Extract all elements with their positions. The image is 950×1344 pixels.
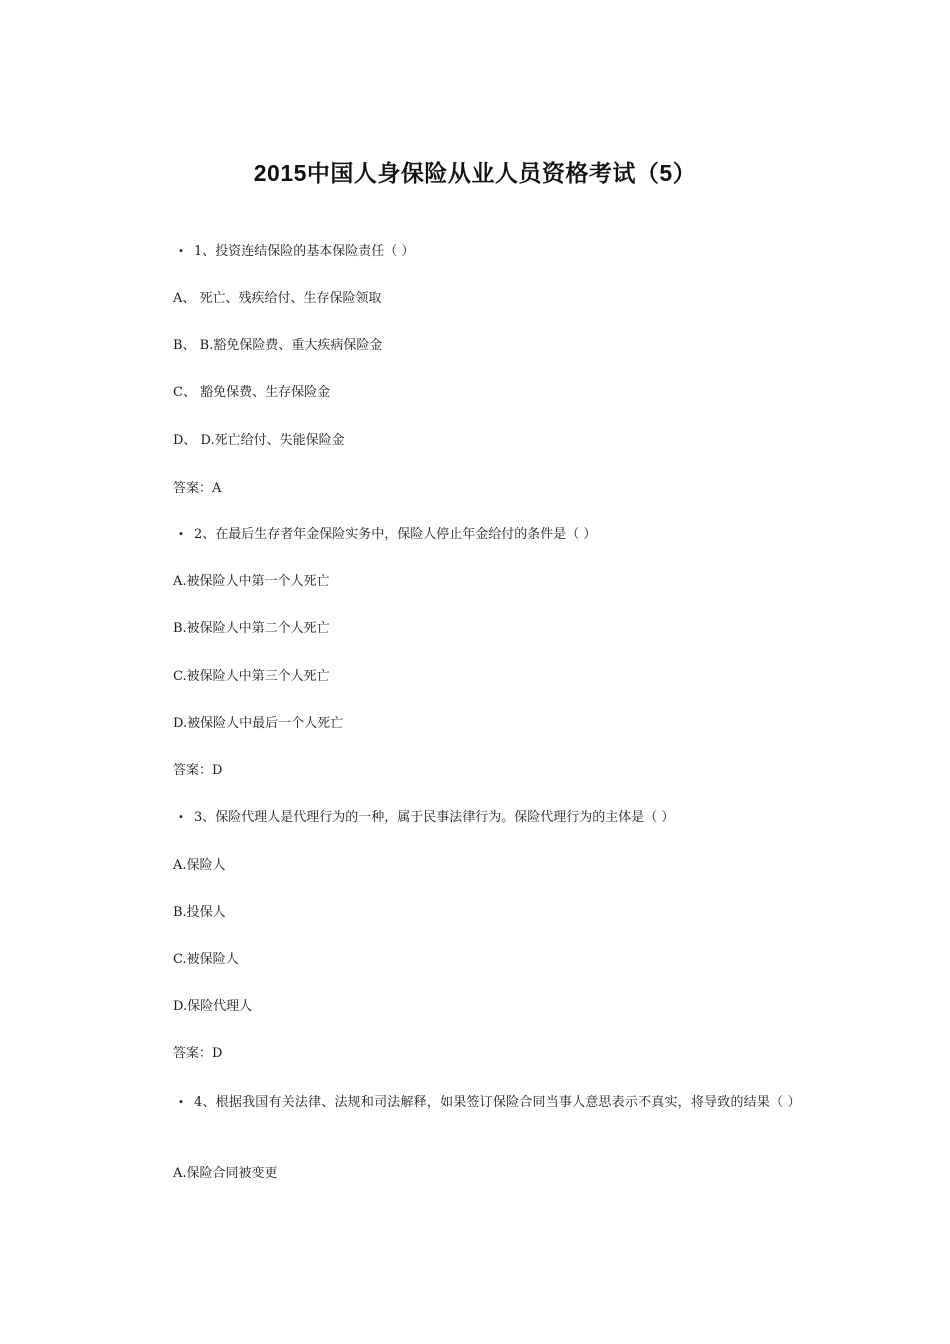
bullet-icon: • — [178, 812, 184, 823]
question-1-option-b: B、 B.豁免保险费、重大疾病保险金 — [173, 338, 383, 353]
bullet-icon: • — [178, 246, 184, 257]
question-1-answer: 答案：A — [173, 481, 222, 496]
question-2-option-b: B.被保险人中第二个人死亡 — [173, 621, 330, 636]
question-3-text: 3、保险代理人是代理行为的一种，属于民事法律行为。保险代理行为的主体是（ ） — [194, 810, 675, 825]
question-3 — [178, 809, 674, 827]
question-2-text: 2、在最后生存者年金保险实务中，保险人停止年金给付的条件是（ ） — [194, 527, 597, 542]
question-1-option-a: A、 死亡、残疾给付、生存保险领取 — [173, 291, 382, 306]
question-4 — [145, 1090, 815, 1116]
question-2-option-d: D.被保险人中最后一个人死亡 — [173, 716, 344, 731]
question-4-option-a: A.保险合同被变更 — [173, 1166, 278, 1181]
question-3-option-d: D.保险代理人 — [173, 999, 253, 1014]
question-2 — [178, 526, 596, 544]
question-2-answer: 答案：D — [173, 763, 223, 778]
bullet-icon: • — [178, 1097, 185, 1108]
bullet-icon: • — [178, 529, 184, 540]
question-3-answer: 答案：D — [173, 1046, 223, 1061]
question-1 — [178, 243, 414, 261]
question-2-option-c: C.被保险人中第三个人死亡 — [173, 669, 330, 684]
question-3-option-a: A.保险人 — [173, 858, 226, 873]
question-3-option-c: C.被保险人 — [173, 952, 239, 967]
question-2-option-a: A.被保险人中第一个人死亡 — [173, 574, 330, 589]
question-1-text: 1、投资连结保险的基本保险责任（ ） — [194, 244, 415, 259]
question-3-option-b: B.投保人 — [173, 905, 226, 920]
question-1-option-d: D、 D.死亡给付、失能保险金 — [173, 433, 345, 448]
document-title: 2015中国人身保险从业人员资格考试（5） — [253, 160, 697, 186]
question-1-option-c: C、 豁免保费、生存保险金 — [173, 385, 331, 400]
question-4-text: 4、根据我国有关法律、法规和司法解释，如果签订保险合同当事人意思表示不真实，将导致的结果（ ） — [194, 1095, 801, 1110]
